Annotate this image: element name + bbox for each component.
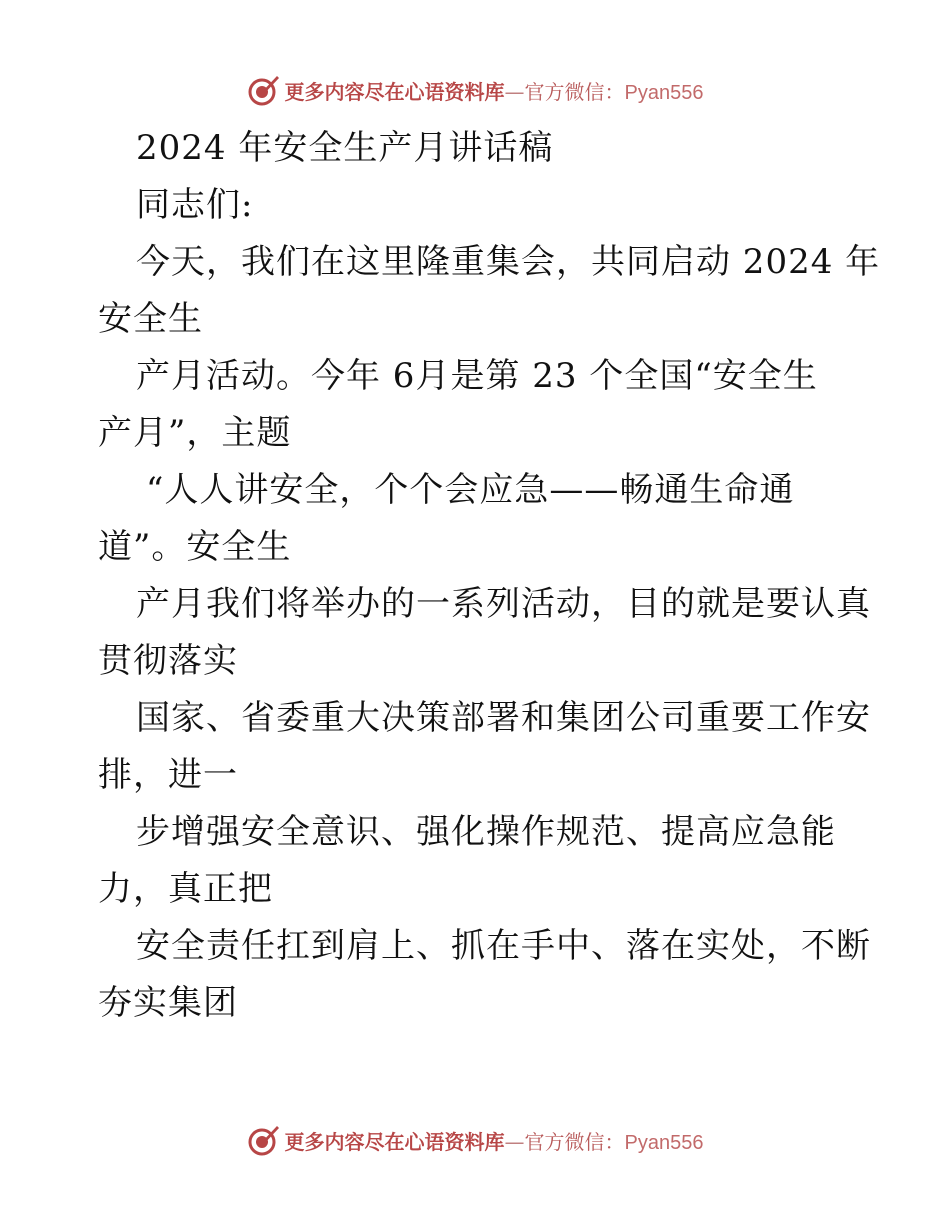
paragraph-line: 贯彻落实	[98, 641, 238, 681]
quill-logo-icon	[247, 1123, 281, 1157]
watermark-separator: —	[504, 1129, 525, 1154]
document-title: 2024 年安全生产月讲话稿	[136, 128, 554, 168]
document-body	[98, 120, 881, 1032]
quill-logo-icon	[247, 73, 281, 107]
watermark-text	[285, 76, 704, 105]
header-watermark	[0, 70, 950, 110]
paragraph-line: 产月我们将举办的一系列活动，目的就是要认真	[136, 584, 871, 624]
paragraph-line: 力，真正把	[98, 869, 273, 909]
paragraph-line: 产月”，主题	[98, 413, 292, 453]
watermark-account: Pyan556	[624, 1131, 704, 1154]
paragraph-line: 今天，我们在这里隆重集会，共同启动 2024 年	[136, 242, 881, 282]
watermark-separator: —	[504, 79, 525, 104]
paragraph-line: 步增强安全意识、强化操作规范、提高应急能	[136, 812, 836, 852]
footer-watermark	[0, 1120, 950, 1160]
paragraph-line: 道”。安全生	[98, 527, 292, 567]
paragraph-line: 国家、省委重大决策部署和集团公司重要工作安	[136, 698, 871, 738]
paragraph-line: 安全责任扛到肩上、抓在手中、落在实处，不断	[136, 926, 871, 966]
watermark-brand: 更多内容尽在心语资料库	[284, 1129, 505, 1154]
salutation: 同志们:	[136, 185, 254, 225]
paragraph-line: 安全生	[98, 299, 203, 339]
paragraph-line: 夯实集团	[98, 983, 238, 1023]
watermark-text	[285, 1126, 704, 1155]
watermark-label: 官方微信：	[524, 79, 625, 104]
watermark-account: Pyan556	[624, 81, 704, 104]
watermark-brand: 更多内容尽在心语资料库	[284, 79, 505, 104]
paragraph-line: 排，进一	[98, 755, 238, 795]
watermark-label: 官方微信：	[524, 1129, 625, 1154]
paragraph-line: 产月活动。今年 6月是第 23 个全国“安全生	[136, 356, 818, 396]
paragraph-line: “人人讲安全，个个会应急——畅通生命通	[146, 470, 795, 510]
